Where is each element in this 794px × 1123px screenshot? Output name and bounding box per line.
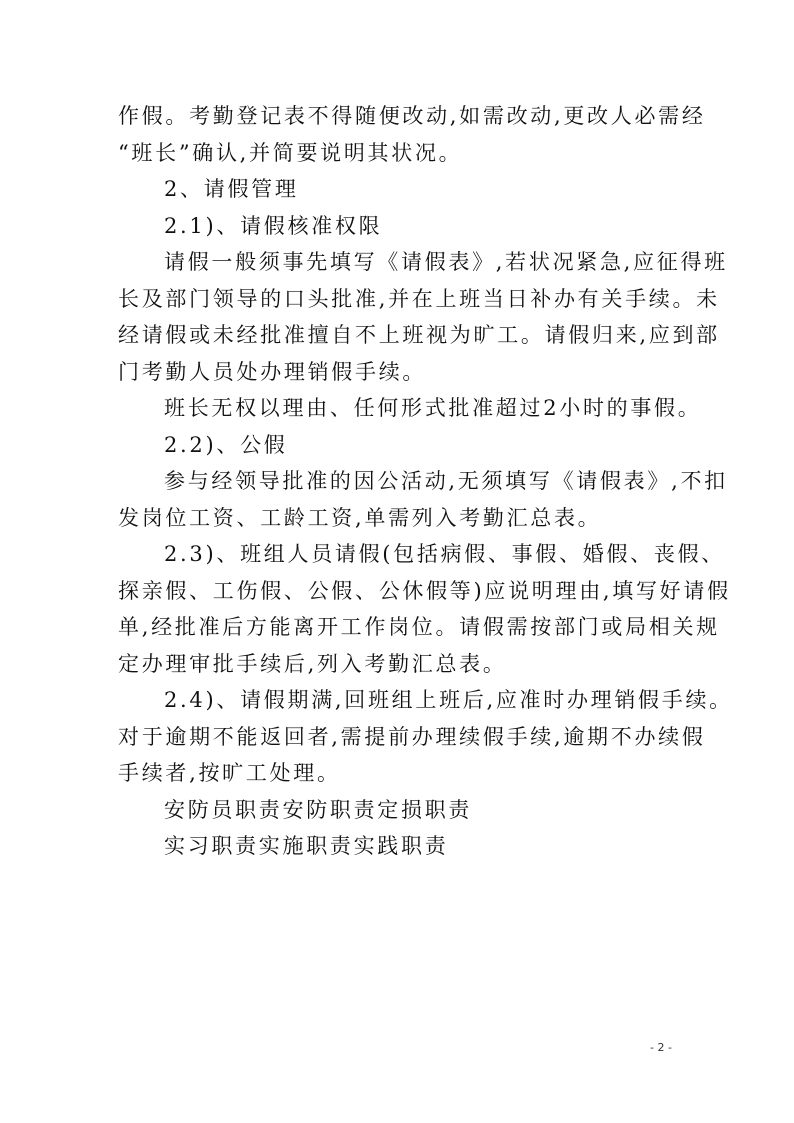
text-line: 经请假或未经批准擅自不上班视为旷工。请假归来,应到部 [118,323,720,347]
text-line: 班长无权以理由、任何形式批准超过2小时的事假。 [164,396,702,420]
text-line: 2.4)、请假期满,回班组上班后,应准时办理销假手续。 [164,688,733,712]
page-number: - 2 - [650,1041,672,1054]
text-line: 参与经领导批准的因公活动,无须填写《请假表》,不扣 [164,469,728,493]
text-line: 定办理审批手续后,列入考勤汇总表。 [118,651,507,676]
text-line: 对于逾期不能返回者,需提前办理续假手续,逾期不办续假 [118,724,706,749]
text-line: “班长”确认,并简要说明其状况。 [118,140,463,165]
subsection-heading: 2.1)、请假核准权限 [164,213,383,238]
text-line: 门考勤人员处办理销假手续。 [118,359,427,384]
subsection-heading: 2.2)、公假 [164,432,288,457]
text-line: 探亲假、工伤假、公假、公休假等)应说明理由,填写好请假 [118,578,731,603]
text-line: 手续者,按旷工处理。 [118,761,341,785]
text-line: 长及部门领导的口头批准,并在上班当日补办有关手续。未 [118,286,720,311]
text-line: 发岗位工资、工龄工资,单需列入考勤汇总表。 [118,505,602,530]
text-line: 2.3)、班组人员请假(包括病假、事假、婚假、丧假、 [164,542,725,566]
text-line: 单,经批准后方能离开工作岗位。请假需按部门或局相关规 [118,615,720,639]
text-line: 安防员职责安防职责定损职责 [164,797,473,822]
document-body [118,98,733,865]
text-line: 请假一般须事先填写《请假表》,若状况紧急,应征得班 [164,250,728,274]
text-line: 作假。考勤登记表不得随便改动,如需改动,更改人必需经 [118,104,706,128]
text-line: 实习职责实施职责实践职责 [164,834,449,858]
section-heading: 2、请假管理 [164,177,299,201]
